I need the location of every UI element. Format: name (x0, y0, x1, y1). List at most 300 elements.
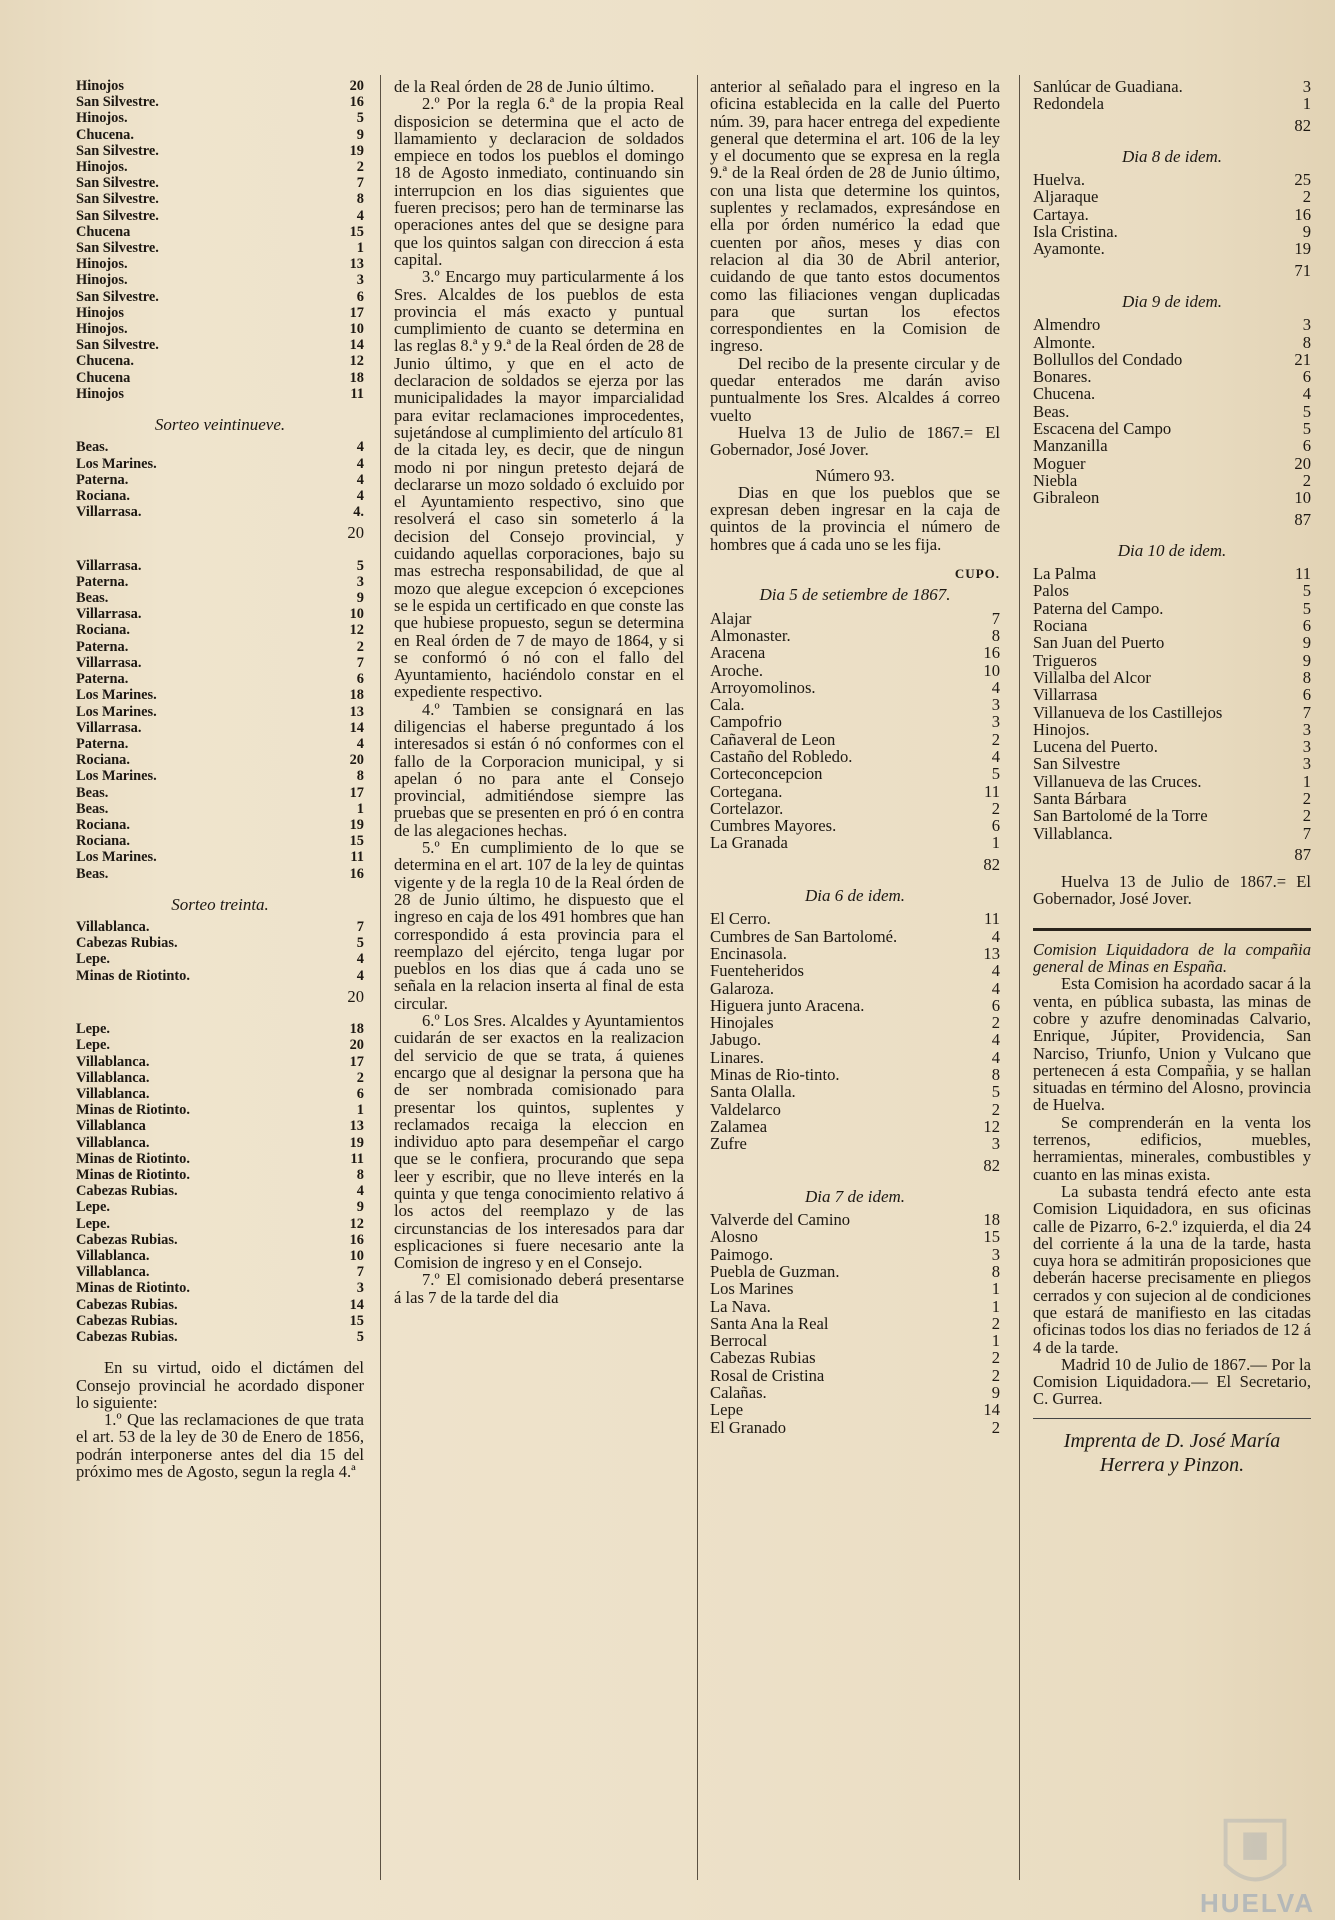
day-9-heading: Dia 9 de idem. (1121, 291, 1223, 311)
entry-name: San Silvestre. (76, 94, 159, 111)
list-entry (76, 456, 364, 472)
list-entry (1033, 403, 1311, 420)
list-entry (76, 655, 364, 671)
list-entry (76, 321, 364, 337)
entry-name: Los Marines. (76, 768, 157, 785)
entry-name: Cabezas Rubias (710, 1348, 816, 1368)
list-entry (1033, 351, 1311, 368)
entry-name: San Juan del Puerto (1033, 633, 1165, 653)
list-entry (76, 720, 364, 736)
subtotal-row (76, 988, 364, 1005)
entry-name: Villablanca. (76, 1069, 150, 1086)
section-divider (1033, 928, 1311, 931)
entry-number: 15 (349, 1312, 364, 1329)
entry-number: 6 (991, 995, 1000, 1015)
list-entry (76, 289, 364, 305)
list-entry (1033, 472, 1311, 489)
list-entry (1033, 807, 1311, 824)
entry-name: Villarrasa. (76, 504, 142, 521)
list-entry (710, 945, 1000, 962)
cupo-label: CUPO. (954, 566, 1000, 582)
entry-number: 13 (349, 256, 364, 273)
entry-number: 4 (991, 677, 1000, 697)
entry-number: 16 (349, 1231, 364, 1248)
list-entry (710, 783, 1000, 800)
comision-signature: Madrid 10 de Julio de 1867.— Por la Comision Liquidadora.— El Secretario, C. Gurrea. (1033, 1354, 1311, 1409)
list-entry (76, 1313, 364, 1329)
comision-title: Comision Liquidadora de la compañia general de Minas en España. (1033, 939, 1311, 977)
entry-name: Sanlúcar de Guadiana. (1033, 77, 1183, 96)
list-entry (1033, 825, 1311, 842)
list-entry (76, 671, 364, 687)
list-entry (1033, 78, 1311, 95)
entry-name: Los Marines. (76, 849, 157, 866)
entry-name: Cabezas Rubias. (76, 1183, 178, 1200)
list-entry (76, 935, 364, 951)
list-entry (76, 256, 364, 272)
entry-number: 12 (983, 1116, 1000, 1136)
entry-name: Cabezas Rubias. (76, 1329, 178, 1345)
list-entry (710, 765, 1000, 782)
list-entry (710, 817, 1000, 834)
list-entry (710, 1367, 1000, 1384)
entry-name: Beas. (76, 800, 109, 817)
entry-number: 6 (1302, 367, 1311, 387)
list-entry (76, 78, 364, 94)
entry-number: 9 (1302, 633, 1311, 653)
entry-name: Galaroza. (710, 978, 775, 998)
entry-name: Cumbres Mayores. (710, 816, 837, 836)
list-entry (76, 951, 364, 967)
paragraph-intro: En su virtud, oido el dictámen del Consejo provincial he acordado disponer lo siguiente: (76, 1358, 364, 1412)
list-entry (76, 1280, 364, 1296)
entry-name: San Silvestre. (76, 175, 159, 192)
list-entry (1033, 582, 1311, 599)
entry-name: Villarrasa. (76, 557, 142, 574)
entry-number: 4 (991, 961, 1000, 981)
list-entry (710, 696, 1000, 713)
entry-number: 4 (356, 455, 364, 472)
entry-name: Valdelarco (710, 1099, 781, 1119)
entry-number: 2 (1302, 806, 1311, 826)
entry-number: 11 (350, 385, 364, 402)
list-entry (1033, 773, 1311, 790)
entry-number: 5 (1302, 581, 1311, 601)
entry-name: Isla Cristina. (1033, 222, 1118, 242)
entry-name: San Silvestre. (76, 240, 159, 257)
list-entry (76, 768, 364, 784)
entry-name: Rociana. (76, 833, 130, 850)
entry-number: 6 (356, 671, 364, 688)
list-entry (76, 143, 364, 159)
entry-number: 6 (991, 816, 1000, 836)
archive-seal-icon (1206, 1810, 1304, 1900)
divider (1033, 1418, 1311, 1419)
entry-name: Gibraleon (1033, 488, 1100, 508)
entry-name: Villanueva de los Castillejos (1033, 702, 1223, 722)
entry-name: Beas. (1033, 401, 1070, 421)
entry-name: Paimogo. (710, 1244, 774, 1264)
entry-number: 18 (349, 687, 364, 704)
entry-name: Hinojos (76, 385, 124, 402)
entry-number: 11 (350, 1150, 364, 1167)
entry-name: Minas de Rio-tinto. (710, 1065, 840, 1085)
paragraph-continued: anterior al señalado para el ingreso en la oficina establecida en la calle del Puerto núm. 39, para hacer entrega del expediente general que determina el art. 106 de la ley y el documento que se expresa en la regla 9.ª de la Real órden de 28 de Junio último, con una lista que determine los quintos, suplentes y reclamados, expresándose en ella por órden numérico la edad que cuenten por años, meses y dias con relacion al dia 30 de Abril anterior, cuidando de que tanto estos documentos como las filiaciones vengan duplicadas para que surtan los efectos correspondientes en la Comision de ingreso. (710, 77, 1000, 356)
list-entry (710, 1246, 1000, 1263)
draw-list-1 (76, 78, 364, 402)
subtotal-value: 82 (983, 1155, 1000, 1175)
list-entry (76, 817, 364, 833)
entry-name: Linares. (710, 1047, 764, 1067)
entry-number: 15 (349, 223, 364, 240)
entry-name: Moguer (1033, 453, 1086, 473)
list-entry (76, 639, 364, 655)
entry-number: 1 (991, 1296, 1000, 1316)
list-entry (710, 1384, 1000, 1401)
comision-paragraph-3: La subasta tendrá efecto ante esta Comision Liquidadora, en sus oficinas calle de Pizarro, 6-2.º izquierda, el dia 24 del corriente á la una de la tarde, hasta cuya hora se admitirán proposiciones que deberán hacerse precisamente en pliegos cerrados y con sujecion al de condiciones que estará de manifiesto en las citadas oficinas todos los dias no feriados de 12 á 4 de la tarde. (1033, 1181, 1311, 1357)
entry-name: Cortelazor. (710, 798, 784, 818)
subtotal-value: 87 (1294, 509, 1311, 529)
column-3 (710, 78, 1000, 1436)
subtotal-row (710, 1157, 1000, 1174)
entry-number: 6 (1302, 436, 1311, 456)
list-entry (1033, 489, 1311, 506)
entry-number: 6 (1302, 685, 1311, 705)
subtotal-value: 82 (983, 854, 1000, 874)
entry-name: San Silvestre (1033, 754, 1121, 774)
list-entry (1033, 240, 1311, 257)
entry-number: 4 (1302, 384, 1311, 404)
entry-number: 4 (991, 926, 1000, 946)
ingreso-intro: Dias en que los pueblos que se expresan deben ingresar en la caja de quintos de la provincia el número de hombres que á cada uno se les fija. (710, 482, 1000, 554)
draw-list-5 (76, 1021, 364, 1345)
list-entry (1033, 600, 1311, 617)
list-entry (76, 439, 364, 455)
list-entry (1033, 171, 1311, 188)
heading-sorteo-treinta: Sorteo treinta. (171, 894, 269, 914)
day-6-list (710, 910, 1000, 1152)
entry-number: 4 (356, 951, 364, 968)
entry-number: 16 (983, 643, 1000, 663)
entry-name: Hinojos (76, 78, 124, 94)
list-entry (76, 590, 364, 606)
list-entry (710, 1031, 1000, 1048)
entry-name: Paterna. (76, 471, 129, 488)
entry-number: 1 (991, 1331, 1000, 1351)
entry-number: 20 (349, 752, 364, 769)
entry-number: 9 (1302, 222, 1311, 242)
entry-number: 8 (356, 768, 364, 785)
day-7-list (710, 1211, 1000, 1436)
list-entry (710, 679, 1000, 696)
entry-number: 16 (1294, 204, 1311, 224)
entry-name: Palos (1033, 581, 1069, 601)
entry-name: Arroyomolinos. (710, 677, 816, 697)
list-entry (76, 159, 364, 175)
entry-number: 5 (1302, 419, 1311, 439)
entry-number: 2 (991, 729, 1000, 749)
entry-name: Villarrasa. (76, 719, 142, 736)
list-entry (76, 1118, 364, 1134)
entry-number: 4 (356, 439, 364, 456)
entry-name: Paterna. (76, 573, 129, 590)
entry-name: Aracena (710, 643, 766, 663)
list-entry (710, 1135, 1000, 1152)
entry-name: Calañas. (710, 1383, 767, 1403)
entry-name: Beas. (76, 784, 109, 801)
entry-name: Hinojos. (76, 321, 128, 338)
list-entry (76, 370, 364, 386)
entry-number: 2 (1302, 187, 1311, 207)
entry-name: Cartaya. (1033, 204, 1089, 224)
list-entry (76, 704, 364, 720)
entry-name: Paterna. (76, 735, 129, 752)
subtotal-row (1033, 262, 1311, 279)
entry-number: 10 (349, 321, 364, 338)
comision-paragraph-2: Se comprenderán en la venta los terrenos, edificios, muebles, herramientas, minerales, combustibles y cuanto en las minas exista. (1033, 1112, 1311, 1184)
numero-heading: Número 93. (815, 465, 895, 485)
entry-name: Villablanca. (76, 1085, 150, 1102)
imprenta-line-2: Herrera y Pinzon. (1099, 1453, 1245, 1476)
list-entry (710, 1401, 1000, 1418)
entry-name: Villablanca. (76, 1264, 150, 1281)
paragraph-recibo: Del recibo de la presente circular y de quedar enterados me darán aviso puntualmente los Sres. Alcaldes á correo vuelto (710, 353, 1000, 425)
list-entry (710, 962, 1000, 979)
list-entry (1033, 188, 1311, 205)
entry-name: Los Marines. (76, 703, 157, 720)
entry-name: Chucena (76, 369, 131, 386)
list-entry (76, 224, 364, 240)
list-entry (76, 1070, 364, 1086)
list-entry (76, 558, 364, 574)
list-entry (1033, 565, 1311, 582)
entry-name: Aljaraque (1033, 187, 1099, 207)
list-entry (1033, 617, 1311, 634)
list-entry (710, 800, 1000, 817)
entry-number: 1 (356, 240, 364, 257)
list-entry (710, 980, 1000, 997)
list-entry (710, 1419, 1000, 1436)
entry-name: Cabezas Rubias. (76, 1296, 178, 1313)
list-entry (710, 662, 1000, 679)
entry-number: 6 (356, 288, 364, 305)
entry-number: 5 (356, 110, 364, 127)
entry-name: Bollullos del Condado (1033, 349, 1183, 369)
entry-name: El Granado (710, 1417, 787, 1437)
entry-number: 14 (349, 1296, 364, 1313)
entry-name: Santa Bárbara (1033, 788, 1127, 808)
list-entry (1033, 206, 1311, 223)
entry-name: Chucena (76, 223, 131, 240)
entry-name: Bonares. (1033, 367, 1092, 387)
entry-number: 19 (349, 1134, 364, 1151)
entry-number: 5 (356, 935, 364, 952)
heading-sorteo-veintinueve: Sorteo veintinueve. (154, 415, 286, 435)
draw-list-3 (76, 558, 364, 882)
entry-number: 13 (983, 943, 1000, 963)
entry-number: 10 (349, 1247, 364, 1264)
list-entry (76, 736, 364, 752)
entry-name: Encinasola. (710, 943, 787, 963)
entry-number: 3 (1302, 754, 1311, 774)
entry-number: 17 (349, 304, 364, 321)
entry-number: 12 (349, 1215, 364, 1232)
entry-name: Niebla (1033, 470, 1078, 490)
entry-name: Paterna. (76, 671, 129, 688)
entry-number: 11 (350, 849, 364, 866)
paragraph-2: 2.º Por la regla 6.ª de la propia Real disposicion se determina que el acto de llamamiento y declaracion de soldados empiece en todos los pueblos el domingo 18 de Agosto inmediato, continuando sin interrupcion en los dias siguientes que fueren precisos; pero han de terminarse las operaciones antes del que se designe para que los quintos salgan con direccion á esta capital. (394, 94, 684, 269)
list-entry (76, 1264, 364, 1280)
entry-name: Corteconcepcion (710, 764, 823, 784)
entry-number: 1 (1302, 94, 1311, 114)
list-entry (76, 272, 364, 288)
list-entry (1033, 420, 1311, 437)
entry-name: Lepe (710, 1400, 744, 1420)
entry-name: Jabugo. (710, 1030, 762, 1050)
entry-number: 14 (349, 719, 364, 736)
list-entry (76, 606, 364, 622)
entry-number: 2 (1302, 470, 1311, 490)
entry-number: 3 (991, 695, 1000, 715)
entry-name: Almonaster. (710, 625, 791, 645)
list-entry (76, 488, 364, 504)
list-entry (76, 968, 364, 984)
day-6-heading: Dia 6 de idem. (804, 886, 906, 906)
entry-number: 4 (991, 1047, 1000, 1067)
list-entry (710, 713, 1000, 730)
list-entry (1033, 755, 1311, 772)
entry-number: 7 (991, 608, 1000, 628)
entry-number: 18 (349, 369, 364, 386)
entry-name: Villablanca (76, 1118, 146, 1135)
entry-name: Cortegana. (710, 781, 783, 801)
list-entry (710, 1332, 1000, 1349)
entry-number: 5 (1302, 598, 1311, 618)
list-entry (710, 627, 1000, 644)
entry-number: 8 (1302, 667, 1311, 687)
list-entry (710, 610, 1000, 627)
entry-number: 3 (1302, 737, 1311, 757)
entry-name: Minas de Riotinto. (76, 1150, 190, 1167)
list-entry (76, 1037, 364, 1053)
entry-name: Lepe. (76, 1037, 110, 1054)
entry-number: 4 (356, 207, 364, 224)
list-entry (76, 1151, 364, 1167)
comision-paragraph-1: Esta Comision ha acordado sacar á la venta, en pública subasta, las minas de cobre y azufre denominadas Calvario, Enrique, Júpiter, Providencia, San Narciso, Triunfo, Union y Vulcano que pertenecen á esta Compañia, y se hallan situadas en término del Alosno, provincia de Huelva. (1033, 974, 1311, 1115)
entry-number: 19 (349, 142, 364, 159)
entry-name: Villarrasa (1033, 685, 1098, 705)
entry-number: 1 (356, 800, 364, 817)
entry-name: Chucena. (1033, 384, 1096, 404)
list-entry (1033, 686, 1311, 703)
list-entry (710, 1118, 1000, 1135)
list-entry (1033, 738, 1311, 755)
entry-number: 7 (1302, 702, 1311, 722)
entry-name: Minas de Riotinto. (76, 1280, 190, 1297)
subtotal-value: 82 (1294, 115, 1311, 135)
paragraph-1: 1.º Que las reclamaciones de que trata el art. 53 de la ley de 30 de Enero de 1856, podrán interponerse antes del dia 15 del próximo mes de Agosto, segun la regla 4.ª (76, 1410, 364, 1481)
subtotal-value: 20 (347, 523, 364, 543)
entry-name: Villalba del Alcor (1033, 667, 1151, 687)
day-7-list-continued (1033, 78, 1311, 113)
list-entry (76, 110, 364, 126)
entry-number: 3 (1302, 77, 1311, 96)
entry-name: Los Marines (710, 1279, 794, 1299)
entry-name: Hinojos. (76, 110, 128, 127)
entry-name: La Palma (1033, 564, 1097, 584)
entry-number: 8 (991, 1065, 1000, 1085)
entry-name: Cabezas Rubias. (76, 935, 178, 952)
entry-number: 13 (349, 703, 364, 720)
list-entry (1033, 455, 1311, 472)
entry-number: 20 (349, 78, 364, 94)
list-entry (710, 928, 1000, 945)
entry-number: 6 (356, 1085, 364, 1102)
signature-line: Huelva 13 de Julio de 1867.= El Gobernador, José Jover. (1033, 872, 1311, 909)
entry-number: 2 (356, 159, 364, 176)
entry-name: Hinojos. (76, 272, 128, 289)
entry-number: 12 (349, 353, 364, 370)
list-entry (76, 353, 364, 369)
subtotal-value: 71 (1294, 260, 1311, 280)
entry-number: 5 (991, 1082, 1000, 1102)
list-entry (76, 622, 364, 638)
entry-name: Rociana. (76, 816, 130, 833)
list-entry (710, 1101, 1000, 1118)
entry-name: Ayamonte. (1033, 239, 1105, 259)
day-7-heading: Dia 7 de idem. (804, 1186, 906, 1206)
entry-number: 4 (991, 978, 1000, 998)
entry-number: 18 (349, 1021, 364, 1038)
list-entry (76, 919, 364, 935)
list-entry (76, 472, 364, 488)
entry-name: Lucena del Puerto. (1033, 737, 1158, 757)
entry-number: 7 (356, 654, 364, 671)
entry-name: Minas de Riotinto. (76, 1102, 190, 1119)
entry-number: 13 (349, 1118, 364, 1135)
list-entry (76, 191, 364, 207)
entry-name: Manzanilla (1033, 436, 1108, 456)
entry-number: 2 (991, 798, 1000, 818)
paragraph-6: 6.º Los Sres. Alcaldes y Ayuntamientos cuidarán de ser exactos en la realizacion del servicio de que se trata, á quienes encargo que al designar la persona que ha de ser nombrada comisionado para presentar los quintos, suplentes y reclamados recaiga la eleccion en individuo apto para desempeñar el cargo que se le confiera, procurando que sepa leer y escribir, que no lleve interés en la quinta y que tenga conocimiento relativo á los actos del reemplazo y de las circunstancias de los interesados para dar esplicaciones si fuere necesario ante la Comision de ingreso y en el Consejo. (394, 1011, 684, 1273)
entry-number: 4. (353, 504, 364, 521)
entry-number: 21 (1294, 349, 1311, 369)
day-8-list (1033, 171, 1311, 257)
day-9-list (1033, 316, 1311, 506)
list-entry (76, 1232, 364, 1248)
entry-number: 2 (356, 1069, 364, 1086)
column-1 (76, 78, 364, 1480)
entry-number: 8 (991, 625, 1000, 645)
entry-number: 4 (356, 487, 364, 504)
entry-number: 2 (356, 638, 364, 655)
entry-name: Los Marines. (76, 455, 157, 472)
entry-name: Rociana. (76, 752, 130, 769)
day-5-list (710, 610, 1000, 852)
entry-number: 17 (349, 784, 364, 801)
paragraph-continued: de la Real órden de 28 de Junio último. (394, 77, 655, 96)
list-entry (76, 386, 364, 402)
list-entry (76, 574, 364, 590)
imprenta-line-1: Imprenta de D. José María (1063, 1429, 1281, 1452)
list-entry (76, 175, 364, 191)
entry-name: Villablanca. (1033, 823, 1113, 843)
entry-name: San Silvestre. (76, 337, 159, 354)
list-entry (710, 1083, 1000, 1100)
entry-name: Paterna del Campo. (1033, 598, 1164, 618)
entry-number: 9 (356, 1199, 364, 1216)
list-entry (76, 833, 364, 849)
